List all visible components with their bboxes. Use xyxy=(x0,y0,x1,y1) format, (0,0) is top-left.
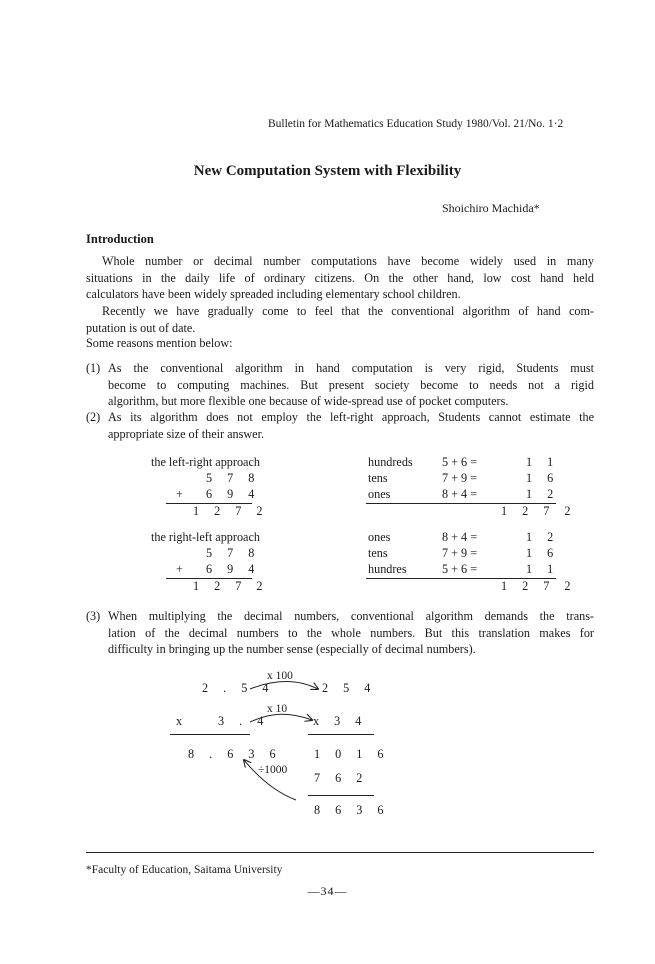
partial-expression: 7 + 9 = xyxy=(442,546,478,560)
item-line: algorithm, but more flexible one because of wide-spread use of pocket computers. xyxy=(108,394,509,409)
item-number: (1) xyxy=(86,361,101,375)
arrow-x100 xyxy=(250,682,318,690)
item-number: (2) xyxy=(86,410,101,424)
footnote: *Faculty of Education, Saitama University xyxy=(86,864,283,876)
decimal-factor-2: 3 . 4 xyxy=(218,714,270,728)
plus-sign: + xyxy=(176,487,183,501)
item-line: lation of the decimal numbers to the whole numbers. But this translation makes for xyxy=(108,625,594,640)
plus-sign: + xyxy=(176,562,183,576)
sum: 1 2 7 2 xyxy=(193,504,269,518)
paragraph-line: Whole number or decimal number computations have become widely used in many xyxy=(102,254,594,268)
paragraph-line: Recently we have gradually come to feel that the conventional algorithm of hand com- xyxy=(102,304,594,318)
times-sign: x xyxy=(176,714,183,728)
partial-result: 1 1 xyxy=(526,562,560,576)
place-label: ones xyxy=(368,530,391,544)
paragraph-line: putation is out of date. xyxy=(86,320,196,335)
place-label: ones xyxy=(368,487,391,501)
paragraph-line: calculators have been widely spreaded including elementary school children. xyxy=(86,287,461,302)
whole-factor-1: 2 5 4 xyxy=(322,681,377,695)
partial-result: 1 6 xyxy=(526,546,560,560)
item-number: (3) xyxy=(86,609,101,623)
scale-label-100: x 100 xyxy=(267,670,293,682)
decimal-factor-1: 2 . 5 4 xyxy=(202,681,275,695)
item-line: become to computing machines. But present society become to needs not a rigid xyxy=(108,377,594,392)
item-line: As its algorithm does not employ the left-right approach, Students cannot estimate the xyxy=(108,410,594,424)
paragraph-line: situations in the daily life of ordinary citizens. On the other hand, low cost hand held xyxy=(86,270,594,285)
place-label: hundreds xyxy=(368,455,413,469)
section-heading: Introduction xyxy=(86,232,154,246)
partial-expression: 8 + 4 = xyxy=(442,530,478,544)
addend-1: 5 7 8 xyxy=(206,471,261,485)
partial-product-1: 1 0 1 6 xyxy=(314,747,390,761)
partial-result: 1 1 xyxy=(526,455,560,469)
place-label: hundres xyxy=(368,562,407,576)
right-left-label: the right-left approach xyxy=(151,530,260,544)
whole-product: 8 6 3 6 xyxy=(314,803,390,817)
author-name: Shoichiro Machida* xyxy=(442,201,540,215)
intro-paragraph-3: Some reasons mention below: xyxy=(86,336,233,350)
partial-result: 1 6 xyxy=(526,471,560,485)
partial-expression: 7 + 9 = xyxy=(442,471,478,485)
decimal-product: 8 . 6 3 6 xyxy=(188,747,282,761)
partial-product-2: 7 6 2 xyxy=(314,771,369,785)
footnote-rule xyxy=(86,852,594,853)
arrow-div1000 xyxy=(244,760,296,800)
divide-label: ÷1000 xyxy=(258,764,288,776)
paper-title: New Computation System with Flexibility xyxy=(193,163,462,179)
total: 1 2 7 2 xyxy=(501,504,577,518)
journal-header: Bulletin for Mathematics Education Study 1980/Vol. 21/No. 1·2 xyxy=(268,118,564,130)
partial-expression: 5 + 6 = xyxy=(442,562,478,576)
partial-result: 1 2 xyxy=(526,487,560,501)
addend-2: 6 9 4 xyxy=(206,487,261,501)
partial-expression: 8 + 4 = xyxy=(442,487,478,501)
item-line: difficulty in bringing up the number sense (especially of decimal numbers). xyxy=(108,642,476,657)
place-label: tens xyxy=(368,546,388,560)
addend-1: 5 7 8 xyxy=(206,546,261,560)
addend-2: 6 9 4 xyxy=(206,562,261,576)
item-line: When multiplying the decimal numbers, conventional algorithm demands the trans- xyxy=(108,609,594,623)
total: 1 2 7 2 xyxy=(501,579,577,593)
whole-factor-2: x 3 4 xyxy=(313,714,368,728)
left-right-label: the left-right approach xyxy=(151,455,260,469)
item-line: As the conventional algorithm in hand computation is very rigid, Students must xyxy=(108,361,594,375)
sum: 1 2 7 2 xyxy=(193,579,269,593)
arrow-x10 xyxy=(250,714,312,722)
partial-expression: 5 + 6 = xyxy=(442,455,478,469)
partial-result: 1 2 xyxy=(526,530,560,544)
place-label: tens xyxy=(368,471,388,485)
item-line: appropriate size of their answer. xyxy=(108,426,265,441)
scale-label-10: x 10 xyxy=(267,703,288,715)
page-number: —34— xyxy=(307,884,348,898)
